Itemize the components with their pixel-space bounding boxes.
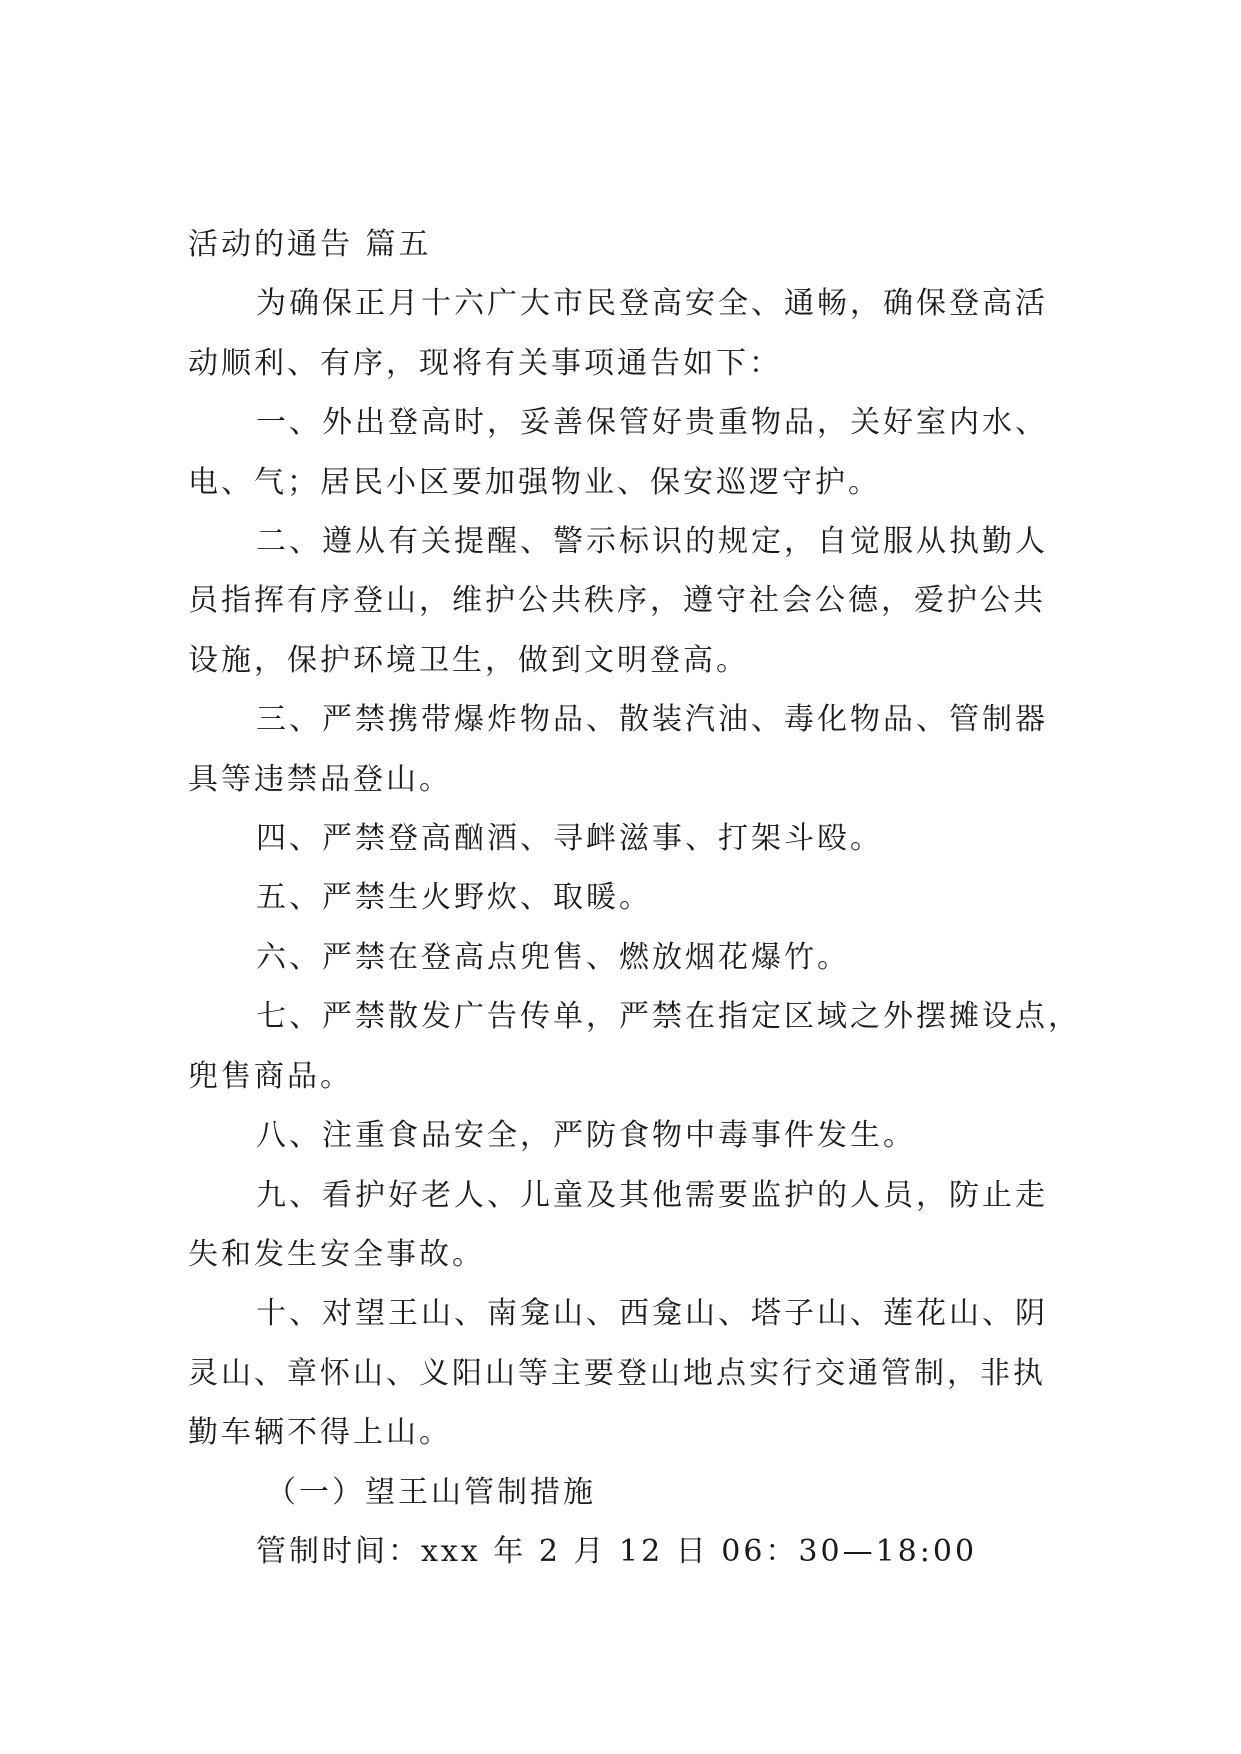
- paragraph-line: 管制时间：xxx 年 2 月 12 日 06：30—18:00: [256, 1533, 978, 1569]
- document-heading: 活动的通告 篇五: [188, 227, 432, 262]
- paragraph-line: 失和发生安全事故。: [188, 1236, 485, 1272]
- paragraph-line: 六、严禁在登高点兜售、燃放烟花爆竹。: [256, 939, 850, 975]
- paragraph-line: 灵山、章怀山、义阳山等主要登山地点实行交通管制，非执: [188, 1355, 1046, 1391]
- paragraph-line: 兜售商品。: [188, 1058, 353, 1094]
- paragraph-line: 设施，保护环境卫生，做到文明登高。: [188, 642, 749, 678]
- paragraph-line: 三、严禁携带爆炸物品、散装汽油、毒化物品、管制器: [256, 702, 1048, 738]
- paragraph-line: 具等违禁品登山。: [188, 761, 452, 797]
- paragraph-line: 五、严禁生火野炊、取暖。: [256, 880, 652, 916]
- subheading-line: （一）望王山管制措施: [266, 1474, 596, 1510]
- paragraph-line: 八、注重食品安全，严防食物中毒事件发生。: [256, 1118, 916, 1154]
- paragraph-line: 一、外出登高时，妥善保管好贵重物品，关好室内水、: [256, 405, 1048, 441]
- document-body: [188, 215, 1081, 1581]
- paragraph-line: 四、严禁登高酗酒、寻衅滋事、打架斗殴。: [256, 821, 883, 857]
- paragraph-line: 十、对望王山、南龛山、西龛山、塔子山、莲花山、阴: [256, 1296, 1048, 1332]
- paragraph-line: 二、遵从有关提醒、警示标识的规定，自觉服从执勤人: [256, 524, 1048, 560]
- paragraph-line: 为确保正月十六广大市民登高安全、通畅，确保登高活: [256, 286, 1048, 322]
- paragraph-line: 动顺利、有序，现将有关事项通告如下：: [188, 345, 782, 381]
- paragraph-line: 七、严禁散发广告传单，严禁在指定区域之外摆摊设点，: [256, 999, 1081, 1035]
- paragraph-line: 九、看护好老人、儿童及其他需要监护的人员，防止走: [256, 1177, 1048, 1213]
- paragraph-line: 勤车辆不得上山。: [188, 1415, 452, 1451]
- paragraph-line: 电、气；居民小区要加强物业、保安巡逻守护。: [188, 464, 881, 500]
- paragraph-line: 员指挥有序登山，维护公共秩序，遵守社会公德，爱护公共: [188, 583, 1046, 619]
